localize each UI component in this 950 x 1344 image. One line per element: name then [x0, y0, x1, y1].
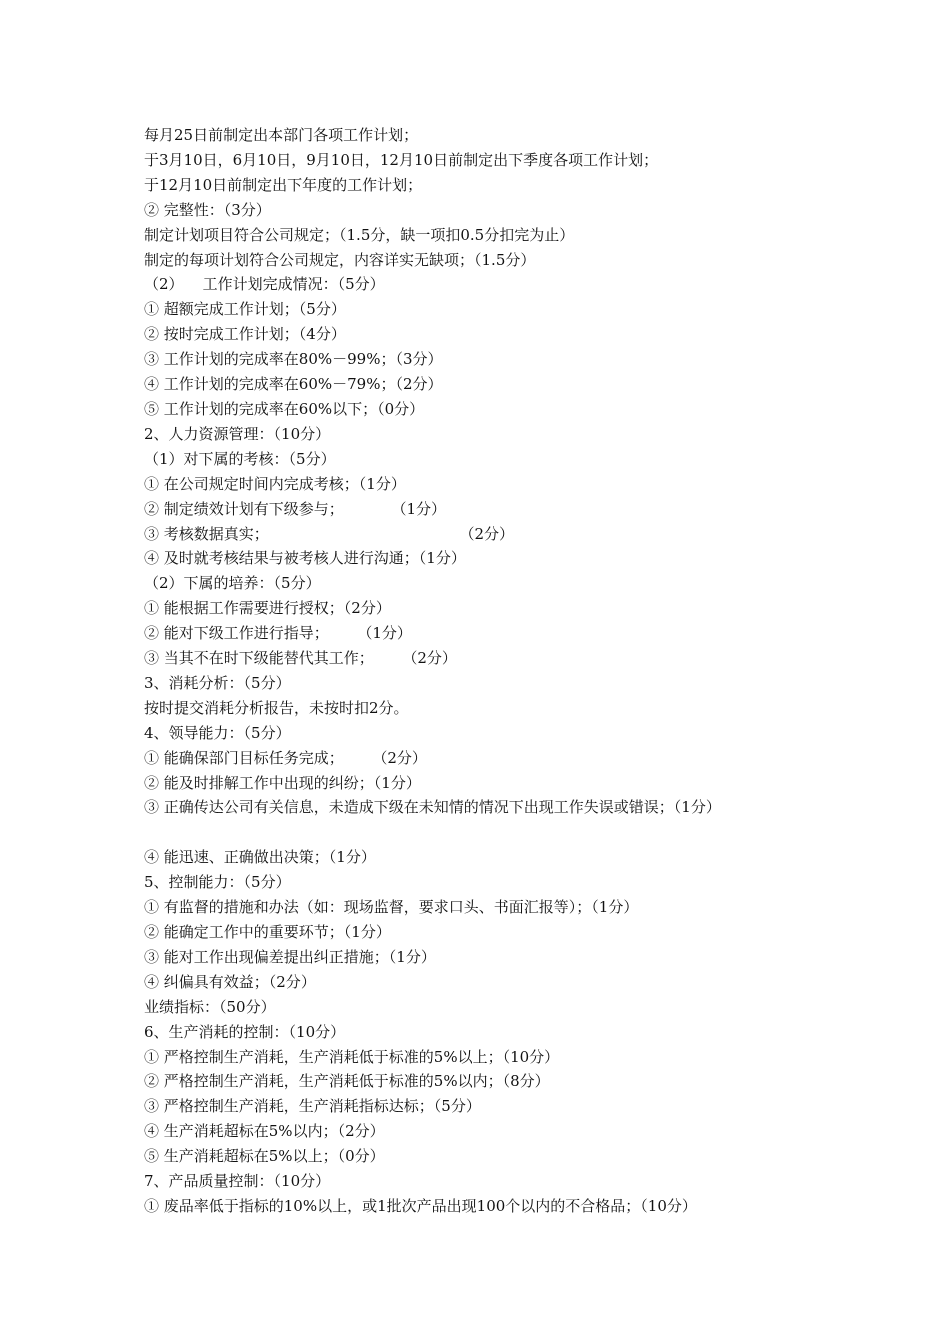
text-line: ④ 生产消耗超标在5%以内；（2分）	[144, 1122, 385, 1141]
text-line: ④ 工作计划的完成率在60%－79%；（2分）	[144, 375, 443, 394]
text-line: ① 严格控制生产消耗，生产消耗低于标准的5%以上；（10分）	[144, 1047, 560, 1066]
text-line: 2、人力资源管理：（10分）	[144, 424, 331, 443]
text-line: 于3月10日，6月10日，9月10日，12月10日前制定出下季度各项工作计划；	[144, 150, 659, 169]
text-line: 6、生产消耗的控制：（10分）	[144, 1022, 346, 1041]
text-line: ② 能及时排解工作中出现的纠纷；（1分）	[144, 773, 421, 792]
text-line: ② 能确定工作中的重要环节；（1分）	[144, 923, 391, 941]
text-line: 制定的每项计划符合公司规定，内容详实无缺项；（1.5分）	[144, 250, 536, 269]
text-line: ④ 纠偏具有效益；（2分）	[144, 972, 316, 991]
text-line: ③ 能对工作出现偏差提出纠正措施；（1分）	[144, 947, 436, 966]
text-line: ③ 严格控制生产消耗，生产消耗指标达标；（5分）	[144, 1097, 481, 1116]
text-line: 于12月10日前制定出下年度的工作计划；	[144, 175, 423, 194]
text-line: ④ 能迅速、正确做出决策；（1分）	[144, 848, 376, 867]
text-line: ③ 当其不在时下级能替代其工作； （2分）	[144, 649, 457, 668]
text-line: 业绩指标：（50分）	[144, 997, 276, 1016]
text-line: 4、领导能力：（5分）	[144, 723, 291, 742]
text-line: ② 能对下级工作进行指导； （1分）	[144, 624, 412, 643]
text-line: ⑤ 生产消耗超标在5%以上；（0分）	[144, 1147, 385, 1166]
text-line: ① 能确保部门目标任务完成； （2分）	[144, 748, 427, 767]
text-line: ① 有监督的措施和办法（如：现场监督，要求口头、书面汇报等）；（1分）	[144, 898, 639, 917]
text-line: ② 完整性：（3分）	[144, 200, 271, 219]
text-line: ④ 及时就考核结果与被考核人进行沟通；（1分）	[144, 549, 466, 568]
text-line: ① 能根据工作需要进行授权；（2分）	[144, 599, 391, 618]
text-line: ① 在公司规定时间内完成考核；（1分）	[144, 474, 406, 493]
text-line: ③ 考核数据真实； （2分）	[144, 524, 515, 543]
text-line: ② 制定绩效计划有下级参与； （1分）	[144, 499, 446, 518]
text-line: （2）下属的培养：（5分）	[144, 574, 321, 593]
text-line: 3、消耗分析：（5分）	[144, 673, 291, 692]
text-line: ② 严格控制生产消耗，生产消耗低于标准的5%以内；（8分）	[144, 1072, 550, 1091]
text-line	[144, 820, 824, 845]
text-line: 7、产品质量控制：（10分）	[144, 1172, 331, 1191]
text-line: ① 废品率低于指标的10%以上，或1批次产品出现100个以内的不合格品；（10分）	[144, 1196, 697, 1215]
text-line: 制定计划项目符合公司规定；（1.5分，缺一项扣0.5分扣完为止）	[144, 225, 575, 244]
text-line: ③ 正确传达公司有关信息，未造成下级在未知情的情况下出现工作失误或错误；（1分）	[144, 798, 721, 817]
text-line: ⑤ 工作计划的完成率在60%以下；（0分）	[144, 399, 425, 418]
text-line: 每月25日前制定出本部门各项工作计划；	[144, 126, 419, 144]
document-body	[144, 123, 824, 1219]
text-line: ② 按时完成工作计划；（4分）	[144, 325, 346, 344]
text-line: （1）对下属的考核：（5分）	[144, 449, 336, 468]
text-line: 5、控制能力：（5分）	[144, 873, 291, 892]
text-line: ① 超额完成工作计划；（5分）	[144, 300, 346, 319]
text-line: 按时提交消耗分析报告，未按时扣2分。	[144, 698, 409, 717]
text-line: （2） 工作计划完成情况：（5分）	[144, 275, 385, 294]
text-line: ③ 工作计划的完成率在80%－99%；（3分）	[144, 350, 443, 369]
